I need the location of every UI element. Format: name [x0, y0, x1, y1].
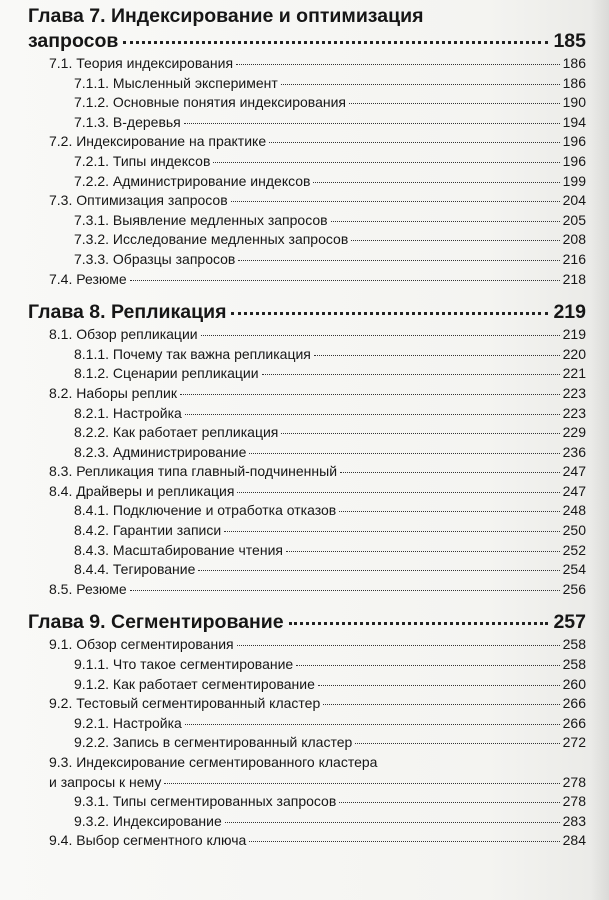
dot-leader: [237, 641, 560, 646]
subsection-entry[interactable]: [28, 655, 586, 675]
chapter-title: Глава 9. Сегментирование: [28, 611, 284, 634]
toc-entry-page-number: 252: [562, 541, 586, 558]
section-entry[interactable]: [28, 635, 586, 655]
subsection-entry[interactable]: [28, 521, 586, 541]
section-entry[interactable]: [28, 384, 586, 404]
toc-entry-label: 7.3. Оптимизация запросов: [49, 192, 228, 209]
dot-leader: [130, 586, 560, 591]
toc-entry-label: 8.4.2. Гарантии записи: [74, 522, 222, 539]
subsection-entry[interactable]: [28, 93, 586, 113]
table-of-contents: [28, 4, 586, 851]
dot-leader: [180, 390, 560, 395]
dot-leader: [231, 306, 548, 315]
toc-entry-label: 8.5. Резюме: [49, 580, 127, 597]
subsection-entry[interactable]: [28, 675, 586, 695]
toc-entry-label: 8.4.3. Масштабирование чтения: [74, 541, 283, 558]
dot-leader: [296, 661, 559, 666]
toc-entry-page-number: 283: [562, 812, 586, 829]
section-entry[interactable]: [28, 462, 586, 482]
subsection-entry[interactable]: [28, 404, 586, 424]
toc-entry-page-number: 229: [562, 424, 586, 441]
chapter-page-number: 257: [553, 611, 586, 634]
section-entry[interactable]: [28, 270, 586, 290]
dot-leader: [224, 527, 559, 532]
subsection-entry[interactable]: [28, 792, 586, 812]
toc-entry-page-number: 196: [562, 152, 586, 169]
subsection-entry[interactable]: [28, 733, 586, 753]
dot-leader: [351, 236, 559, 241]
section-entry[interactable]: [28, 580, 586, 600]
toc-entry-page-number: 266: [562, 695, 586, 712]
dot-leader: [331, 217, 560, 222]
chapter-heading[interactable]: [28, 300, 586, 325]
toc-entry-label: 7.1.3. B-деревья: [74, 113, 181, 130]
dot-leader: [323, 700, 559, 705]
subsection-entry[interactable]: [28, 172, 586, 192]
dot-leader: [355, 739, 559, 744]
dot-leader: [123, 35, 548, 44]
dot-leader: [198, 566, 559, 571]
toc-entry-label: 9.2. Тестовый сегментированный кластер: [49, 695, 321, 712]
chapter-spacer: [28, 599, 586, 605]
page-edge-shadow: [591, 0, 609, 900]
dot-leader: [249, 449, 559, 454]
subsection-entry[interactable]: [28, 345, 586, 365]
toc-entry-label: 8.1.1. Почему так важна репликация: [74, 345, 311, 362]
toc-entry-page-number: 260: [562, 675, 586, 692]
chapter-page-number: 185: [553, 30, 586, 52]
toc-entry-page-number: 272: [562, 734, 586, 751]
subsection-entry[interactable]: [28, 74, 586, 94]
section-entry[interactable]: [28, 191, 586, 211]
toc-entry-label: 7.1.2. Основные понятия индексирования: [74, 94, 346, 111]
subsection-entry[interactable]: [28, 113, 586, 133]
toc-entry-page-number: 236: [562, 443, 586, 460]
subsection-entry[interactable]: [28, 812, 586, 832]
toc-entry-label: 7.3.1. Выявление медленных запросов: [74, 211, 328, 228]
toc-entry-label: 8.2.1. Настройка: [74, 404, 182, 421]
dot-leader: [164, 779, 559, 784]
subsection-entry[interactable]: [28, 250, 586, 270]
toc-entry-label: 9.1. Обзор сегментирования: [49, 636, 234, 653]
dot-leader: [231, 197, 560, 202]
dot-leader: [184, 119, 560, 124]
toc-entry-label: 9.2.1. Настройка: [74, 714, 182, 731]
toc-entry-page-number: 278: [562, 773, 586, 790]
toc-entry-label: 7.1. Теория индексирования: [49, 55, 234, 71]
dot-leader: [249, 837, 559, 842]
section-entry[interactable]: [28, 694, 586, 714]
dot-leader: [225, 818, 560, 823]
toc-entry-label: 9.3.2. Индексирование: [74, 812, 222, 829]
dot-leader: [185, 410, 560, 415]
toc-entry-label: 8.2.2. Как работает репликация: [74, 424, 279, 441]
section-entry[interactable]: [28, 54, 586, 74]
toc-entry-page-number: 278: [562, 793, 586, 810]
subsection-entry[interactable]: [28, 364, 586, 384]
chapter-heading[interactable]: [28, 610, 586, 635]
dot-leader: [339, 798, 559, 803]
toc-entry-page-number: 216: [562, 250, 586, 267]
toc-entry-label: 8.2. Наборы реплик: [49, 384, 177, 401]
section-entry[interactable]: [28, 831, 586, 851]
toc-entry-label: 7.4. Резюме: [49, 270, 127, 287]
dot-leader: [185, 720, 560, 725]
toc-entry-label: 7.2. Индексирование на практике: [49, 133, 267, 150]
toc-entry-label: 8.1. Обзор репликации: [49, 326, 198, 343]
toc-entry-page-number: 186: [562, 55, 586, 71]
toc-entry-label: 9.4. Выбор сегментного ключа: [49, 832, 247, 849]
dot-leader: [236, 60, 560, 65]
dot-leader: [340, 468, 560, 473]
toc-entry-page-number: 221: [562, 365, 586, 382]
toc-entry-page-number: 204: [562, 192, 586, 209]
toc-entry-page-number: 223: [562, 384, 586, 401]
toc-entry-page-number: 199: [562, 172, 586, 189]
toc-entry-label: 8.2.3. Администрирование: [74, 443, 247, 460]
dot-leader: [349, 99, 560, 104]
subsection-entry[interactable]: [28, 714, 586, 734]
section-entry[interactable]: [28, 325, 586, 345]
toc-entry-label: 7.3.3. Образцы запросов: [74, 250, 236, 267]
dot-leader: [213, 158, 559, 163]
toc-entry-page-number: 223: [562, 404, 586, 421]
toc-entry-label: 7.2.1. Типы индексов: [74, 152, 211, 169]
toc-entry-page-number: 254: [562, 561, 586, 578]
toc-entry-page-number: 256: [562, 580, 586, 597]
toc-entry-page-number: 266: [562, 714, 586, 731]
toc-entry-label: 9.1.2. Как работает сегментирование: [74, 675, 315, 692]
dot-leader: [130, 276, 560, 281]
dot-leader: [289, 616, 549, 625]
section-entry[interactable]: [28, 132, 586, 152]
dot-leader: [237, 488, 559, 493]
toc-entry-label: 8.4. Драйверы и репликация: [49, 482, 235, 499]
dot-leader: [286, 547, 560, 552]
subsection-entry[interactable]: [28, 230, 586, 250]
toc-entry-label: 7.3.2. Исследование медленных запросов: [74, 231, 349, 248]
toc-entry-page-number: 258: [562, 656, 586, 673]
toc-entry-page-number: 219: [562, 326, 586, 343]
section-entry[interactable]: [28, 482, 586, 502]
subsection-entry[interactable]: [28, 443, 586, 463]
chapter-title: Глава 8. Репликация: [28, 301, 227, 324]
toc-entry-label: 9.3.1. Типы сегментированных запросов: [74, 793, 337, 810]
toc-entry-label-line: 9.3. Индексирование сегментированного кластера: [49, 754, 378, 770]
dot-leader: [339, 507, 559, 512]
subsection-entry[interactable]: [28, 560, 586, 580]
toc-entry-label: 9.1.1. Что такое сегментирование: [74, 656, 294, 673]
dot-leader: [281, 429, 559, 434]
dot-leader: [281, 80, 560, 85]
toc-entry-page-number: 247: [562, 482, 586, 499]
subsection-entry[interactable]: [28, 541, 586, 561]
toc-entry-label: 8.1.2. Сценарии репликации: [74, 365, 259, 382]
toc-entry-page-number: 250: [562, 522, 586, 539]
toc-entry-page-number: 218: [562, 270, 586, 287]
toc-entry-page-number: 220: [562, 345, 586, 362]
chapter-spacer: [28, 289, 586, 295]
toc-entry-label: 8.3. Репликация типа главный-подчиненный: [49, 463, 338, 480]
toc-entry-label: и запросы к нему: [49, 773, 162, 790]
section-entry[interactable]: [28, 773, 586, 793]
toc-entry-label: 7.2.2. Администрирование индексов: [74, 172, 311, 189]
toc-entry-label: 7.1.1. Мысленный эксперимент: [74, 74, 278, 91]
dot-leader: [269, 138, 560, 143]
dot-leader: [318, 681, 560, 686]
toc-entry-label: 9.2.2. Запись в сегментированный кластер: [74, 734, 353, 751]
toc-entry-label: 8.4.1. Подключение и отработка отказов: [74, 502, 337, 519]
toc-entry-page-number: 247: [562, 463, 586, 480]
toc-entry-page-number: 194: [562, 113, 586, 130]
dot-leader: [238, 256, 559, 261]
toc-entry-page-number: 205: [562, 211, 586, 228]
chapter-page-number: 219: [553, 301, 586, 324]
toc-entry-page-number: 208: [562, 231, 586, 248]
toc-entry-label: 8.4.4. Тегирование: [74, 561, 196, 578]
subsection-entry[interactable]: [28, 152, 586, 172]
chapter-title-line: Глава 7. Индексирование и оптимизация: [28, 5, 424, 27]
subsection-entry[interactable]: [28, 423, 586, 443]
toc-entry-page-number: 186: [562, 74, 586, 91]
toc-entry-page-number: 196: [562, 133, 586, 150]
chapter-heading[interactable]: [28, 29, 586, 54]
toc-entry-page-number: 248: [562, 502, 586, 519]
subsection-entry[interactable]: [28, 501, 586, 521]
dot-leader: [313, 178, 559, 183]
toc-entry-page-number: 258: [562, 636, 586, 653]
dot-leader: [201, 331, 560, 336]
subsection-entry[interactable]: [28, 211, 586, 231]
chapter-title: запросов: [28, 30, 119, 52]
dot-leader: [314, 351, 560, 356]
toc-entry-page-number: 190: [562, 94, 586, 111]
toc-entry-page-number: 284: [562, 832, 586, 849]
dot-leader: [262, 370, 560, 375]
